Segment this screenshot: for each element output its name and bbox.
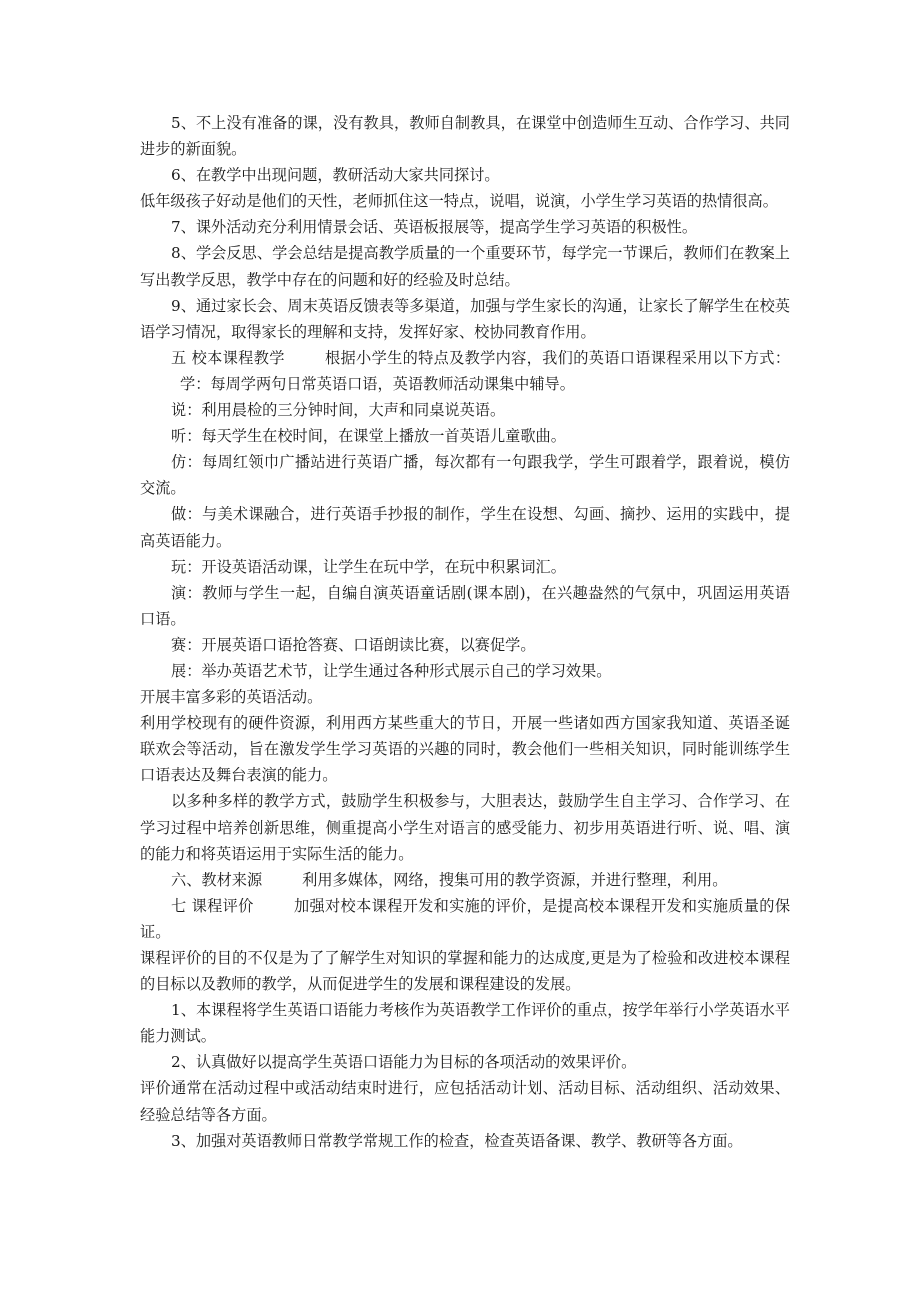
- section-6-paragraph: [140, 867, 790, 893]
- section-5-heading: 五 校本课程教学: [171, 348, 285, 367]
- paragraph-item-7: 7、课外活动充分利用情景会话、英语板报展等，提高学生学习英语的积极性。: [171, 218, 698, 237]
- method-yan: 演：教师与学生一起，自编自演英语童话剧(课本剧)，在兴趣盎然的气氛中，巩固运用英语口语。: [140, 583, 790, 628]
- section-5-paragraph: [140, 345, 790, 397]
- paragraph-teaching-methods: 以多种多样的教学方式，鼓励学生积极参与，大胆表达，鼓励学生自主学习、合作学习、在学习过程中培养创新思维，侧重提高小学生对语言的感受能力、初步用英语进行听、说、唱、演的能力和将英语运用于实际生活的能力。: [140, 792, 790, 863]
- method-sai: 赛：开展英语口语抢答赛、口语朗读比赛，以赛促学。: [171, 635, 536, 654]
- paragraph-hardware: 利用学校现有的硬件资源，利用西方某些重大的节日，开展一些诸如西方国家我知道、英语圣诞联欢会等活动，旨在激发学生学习英语的兴趣的同时，教会他们一些相关知识，同时能训练学生口语表达及舞台表演的能力。: [140, 714, 790, 785]
- paragraph-lower-grade: 低年级孩子好动是他们的天性，老师抓住这一特点，说唱，说演，小学生学习英语的热情很高。: [140, 192, 778, 211]
- paragraph-item-5: 5、不上没有准备的课，没有教具，教师自制教具，在课堂中创造师生互动、合作学习、共同进步的新面貌。: [140, 114, 790, 159]
- section-7-heading: 七 课程评价: [171, 896, 254, 915]
- paragraph-activities: 开展丰富多彩的英语活动。: [140, 688, 323, 707]
- paragraph-item-9: 9、通过家长会、周末英语反馈表等多渠道，加强与学生家长的沟通，让家长了解学生在校英语学习情况，取得家长的理解和支持，发挥好家、校协同教育作用。: [140, 296, 790, 341]
- method-zuo: 做：与美术课融合，进行英语手抄报的制作，学生在设想、勾画、摘抄、运用的实践中，提高英语能力。: [140, 505, 790, 550]
- paragraph-evaluation-timing: 评价通常在活动过程中或活动结束时进行，应包括活动计划、活动目标、活动组织、活动效果、经验总结等各方面。: [140, 1079, 790, 1124]
- paragraph-evaluation-purpose: 课程评价的目的不仅是为了了解学生对知识的掌握和能力的达成度,更是为了检验和改进校本课程的目标以及教师的教学，从而促进学生的发展和课程建设的发展。: [140, 949, 790, 994]
- document-page: [140, 110, 790, 1154]
- evaluation-item-1: 1、本课程将学生英语口语能力考核作为英语教学工作评价的重点，按学年举行小学英语水平能力测试。: [140, 1001, 790, 1046]
- section-7-paragraph: [140, 893, 790, 945]
- evaluation-item-3: 3、加强对英语教师日常教学常规工作的检查，检查英语备课、教学、教研等各方面。: [171, 1131, 743, 1150]
- paragraph-item-6: 6、在教学中出现问题，教研活动大家共同探讨。: [171, 166, 500, 185]
- method-ting: 听：每天学生在校时间，在课堂上播放一首英语儿童歌曲。: [171, 427, 566, 446]
- method-xue: 学：每周学两句日常英语口语，英语教师活动课集中辅导。: [180, 374, 575, 393]
- method-fang: 仿：每周红领巾广播站进行英语广播，每次都有一句跟我学，学生可跟着学，跟着说，模仿交流。: [140, 453, 790, 498]
- section-6-heading: 六、教材来源: [171, 870, 263, 889]
- section-5-text: 根据小学生的特点及教学内容，我们的英语口语课程采用以下方式：: [324, 348, 791, 367]
- method-wan: 玩：开设英语活动课，让学生在玩中学，在玩中积累词汇。: [171, 557, 566, 576]
- method-zhan: 展：举办英语艺术节，让学生通过各种形式展示自己的学习效果。: [171, 661, 612, 680]
- evaluation-item-2: 2、认真做好以提高学生英语口语能力为目标的各项活动的效果评价。: [171, 1053, 637, 1072]
- section-6-text: 利用多媒体，网络，搜集可用的教学资源，并进行整理，利用。: [302, 870, 728, 889]
- method-shuo: 说：利用晨检的三分钟时间，大声和同桌说英语。: [171, 401, 506, 420]
- paragraph-item-8: 8、学会反思、学会总结是提高教学质量的一个重要环节，每学完一节课后，教师们在教案上写出教学反思，教学中存在的问题和好的经验及时总结。: [140, 244, 790, 289]
- section-7-text: 加强对校本课程开发和实施的评价，是提高校本课程开发和实施质量的保证。: [140, 896, 791, 941]
